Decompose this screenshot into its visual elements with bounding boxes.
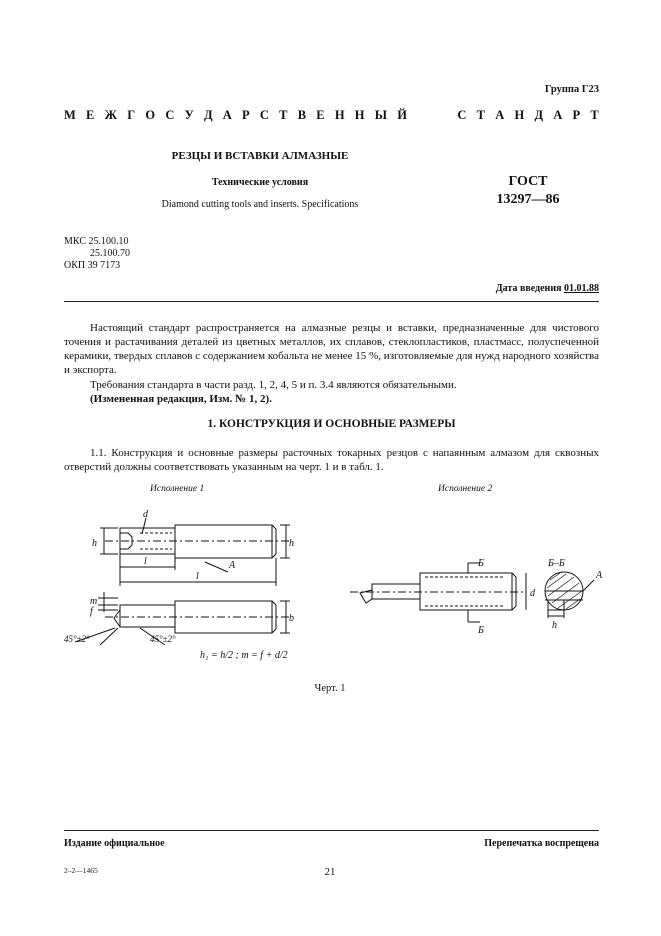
paragraph-scope: Настоящий стандарт распространяется на алмазные резцы и вставки, предназначенные для чистового точения и растачивания деталей из цветных металлов, их сплавов, стеклопластиков, пластмасс, полуспеченной керамики, твердых сплавов с содержанием кобальта не менее 15 %, изготовляемые для нужд народного хозяйства и экспорта.	[64, 322, 599, 376]
section-mark-bottom: Б	[478, 625, 484, 636]
label-h1: h	[92, 538, 97, 549]
footer-divider	[64, 830, 599, 831]
footer-right: Перепечатка воспрещена	[484, 838, 599, 849]
label-angle-2: 45°±2°	[150, 634, 176, 644]
banner-letter: Н	[334, 108, 345, 122]
label-m: m	[90, 596, 98, 607]
standard-banner	[64, 108, 599, 123]
gost-label: ГОСТ	[508, 174, 548, 189]
banner-letter: Н	[514, 108, 525, 122]
section-title: Б–Б	[548, 558, 565, 569]
figure-caption: Черт. 1	[314, 683, 346, 694]
label-d: d	[143, 509, 148, 520]
caption-version-2: Исполнение 2	[438, 484, 493, 494]
banner-letter: Н	[354, 108, 365, 122]
banner-letter: Т	[279, 108, 288, 122]
group-code: Группа Г23	[544, 84, 599, 95]
banner-letter: Й	[397, 108, 407, 122]
label-h: h	[289, 538, 294, 549]
divider	[64, 301, 599, 302]
print-code: 2–2—1465	[64, 866, 98, 875]
mks-code: МКС 25.100.10	[64, 236, 129, 247]
section-mark-top: Б	[478, 558, 484, 569]
banner-letter: С	[259, 108, 269, 122]
formula: h₁ = h/2 ; m = f + d/2	[200, 650, 288, 661]
technical-drawing	[0, 500, 661, 680]
banner-letter: У	[184, 108, 194, 122]
banner-letter: Т	[476, 108, 486, 122]
paragraph-revision: (Измененная редакция, Изм. № 1, 2).	[90, 393, 272, 405]
gost-number	[478, 173, 578, 209]
paragraph-mandatory: Требования стандарта в части разд. 1, 2, 4, 5 и п. 3.4 являются обязательными.	[90, 379, 457, 391]
classification-codes	[64, 236, 130, 272]
label-A-2: A	[596, 570, 603, 581]
banner-letter: М	[64, 108, 76, 122]
mks-code-2: 25.100.70	[90, 248, 130, 259]
banner-letter: Г	[127, 108, 136, 122]
banner-letter: А	[222, 108, 232, 122]
banner-letter: В	[297, 108, 307, 122]
banner-letter: Е	[316, 108, 325, 122]
banner-letter: Р	[572, 108, 581, 122]
intro-date-label: Дата введения	[495, 283, 562, 294]
banner-letter: А	[495, 108, 505, 122]
footer-left: Издание официальное	[64, 838, 165, 849]
label-l1: l	[196, 571, 199, 582]
banner-letter: Д	[534, 108, 544, 122]
intro-date	[496, 283, 599, 294]
gost-code: 13297—86	[496, 192, 560, 207]
tool-side-view	[75, 592, 290, 645]
label-angle-1: 45°±2°	[64, 634, 90, 644]
banner-letter: О	[145, 108, 156, 122]
banner-gap	[417, 108, 447, 123]
label-A: A	[229, 560, 236, 571]
document-title: РЕЗЦЫ И ВСТАВКИ АЛМАЗНЫЕ	[171, 150, 349, 162]
banner-letter: Ж	[104, 108, 117, 122]
banner-letter: Д	[203, 108, 213, 122]
label-d-2: d	[530, 588, 535, 599]
label-l: l	[144, 556, 147, 567]
page-number: 21	[324, 866, 336, 878]
tool-version-2	[350, 563, 594, 622]
english-title: Diamond cutting tools and inserts. Specifications	[161, 199, 359, 210]
banner-letter: А	[553, 108, 563, 122]
label-h1-2: h	[552, 620, 557, 631]
label-f: f	[90, 606, 93, 617]
caption-version-1: Исполнение 1	[150, 484, 205, 494]
section-heading: 1. КОНСТРУКЦИЯ И ОСНОВНЫЕ РАЗМЕРЫ	[207, 418, 456, 430]
banner-letter: Е	[86, 108, 95, 122]
banner-letter: С	[165, 108, 175, 122]
banner-letter: Т	[590, 108, 599, 122]
okp-code: ОКП 39 7173	[64, 260, 121, 271]
document-subtitle: Технические условия	[211, 177, 309, 188]
banner-letter: С	[457, 108, 467, 122]
banner-letter: Р	[242, 108, 250, 122]
label-b: b	[289, 613, 294, 624]
tool-top-view	[100, 518, 290, 586]
intro-date-value: 01.01.88	[564, 283, 599, 294]
banner-letter: Ы	[374, 108, 388, 122]
paragraph-design: 1.1. Конструкция и основные размеры расточных токарных резцов с напаянным алмазом для сквозных отверстий должны соответствовать указанным на черт. 1 и в табл. 1.	[64, 447, 599, 473]
